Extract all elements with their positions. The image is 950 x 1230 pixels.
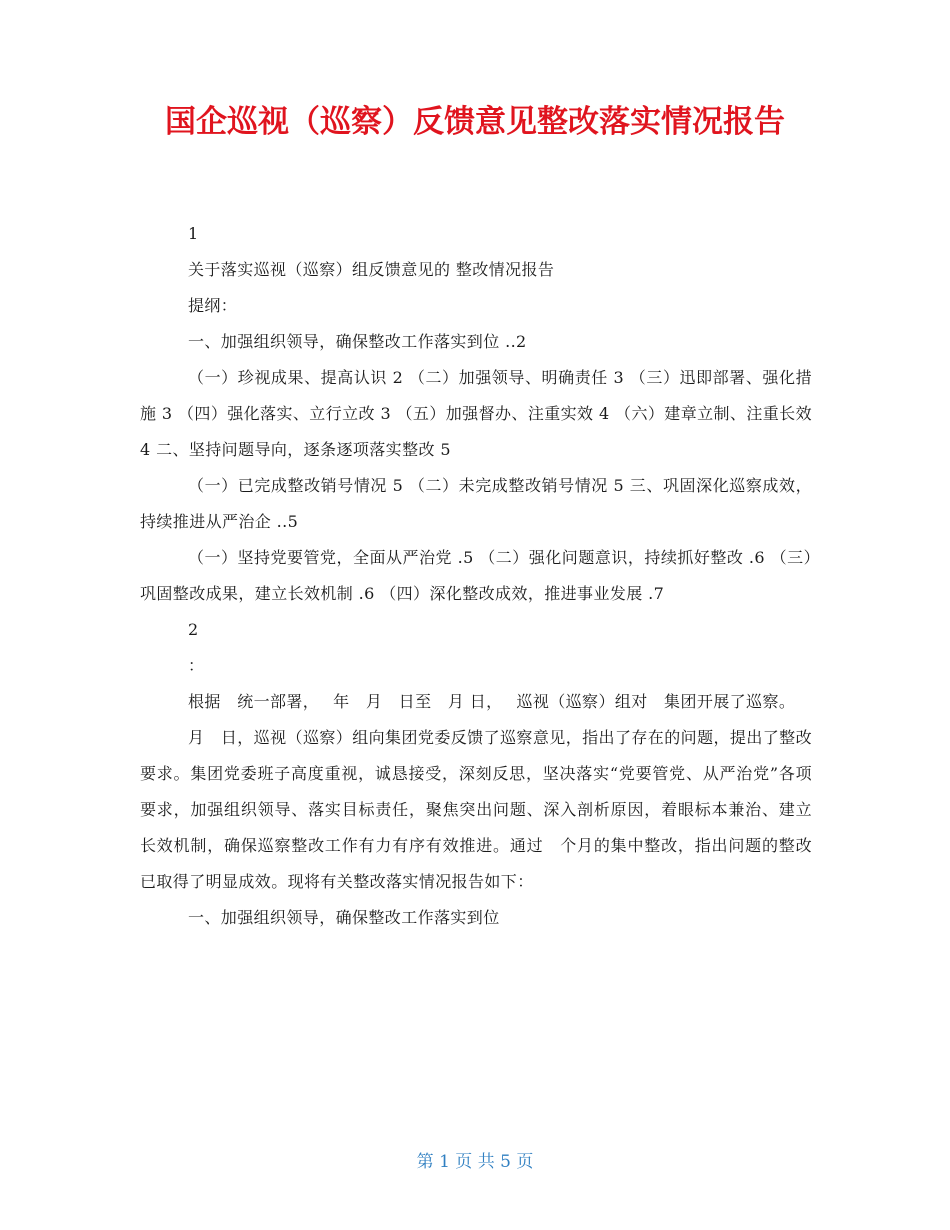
paragraph: 一、加强组织领导，确保整改工作落实到位 ..2 <box>188 332 527 351</box>
document-body <box>140 216 812 936</box>
paragraph: 根据 统一部署， 年 月 日至 月 日， 巡视（巡察）组对 集团开展了巡察。 <box>188 692 796 711</box>
page-title: 国企巡视（巡察）反馈意见整改落实情况报告 <box>165 104 785 140</box>
paragraph: （一）珍视成果、提高认识 2 （二）加强领导、明确责任 3 （三）迅即部署、强化措施 3 （四）强化落实、立行立改 3 （五）加强督办、注重实效 4 （六）建章立制、注重长效 4 二、坚持问题导向，逐条逐项落实整改 5 <box>140 368 812 459</box>
paragraph: ： <box>188 656 205 675</box>
paragraph: （一）已完成整改销号情况 5 （二）未完成整改销号情况 5 三、巩固深化巡察成效，持续推进从严治企 ..5 <box>140 476 812 531</box>
paragraph: 一、加强组织领导，确保整改工作落实到位 <box>188 908 500 927</box>
page-footer: 第 1 页 共 5 页 <box>416 1152 534 1172</box>
paragraph: 1 <box>188 224 199 243</box>
paragraph: 提纲： <box>188 296 238 315</box>
paragraph: （一）坚持党要管党，全面从严治党 .5 （二）强化问题意识，持续抓好整改 .6 （三）巩固整改成果，建立长效机制 .6 （四）深化整改成效，推进事业发展 .7 <box>140 548 812 603</box>
paragraph: 关于落实巡视（巡察）组反馈意见的 整改情况报告 <box>188 260 555 279</box>
paragraph: 月 日，巡视（巡察）组向集团党委反馈了巡察意见，指出了存在的问题，提出了整改要求。集团党委班子高度重视，诚恳接受，深刻反思，坚决落实“党要管党、从严治党”各项要求，加强组织领导、落实目标责任，聚焦突出问题、深入剖析原因，着眼标本兼治、建立长效机制，确保巡察整改工作有力有序有效推进。通过 个月的集中整改，指出问题的整改已取得了明显成效。现将有关整改落实情况报告如下： <box>140 728 812 891</box>
paragraph: 2 <box>188 620 199 639</box>
